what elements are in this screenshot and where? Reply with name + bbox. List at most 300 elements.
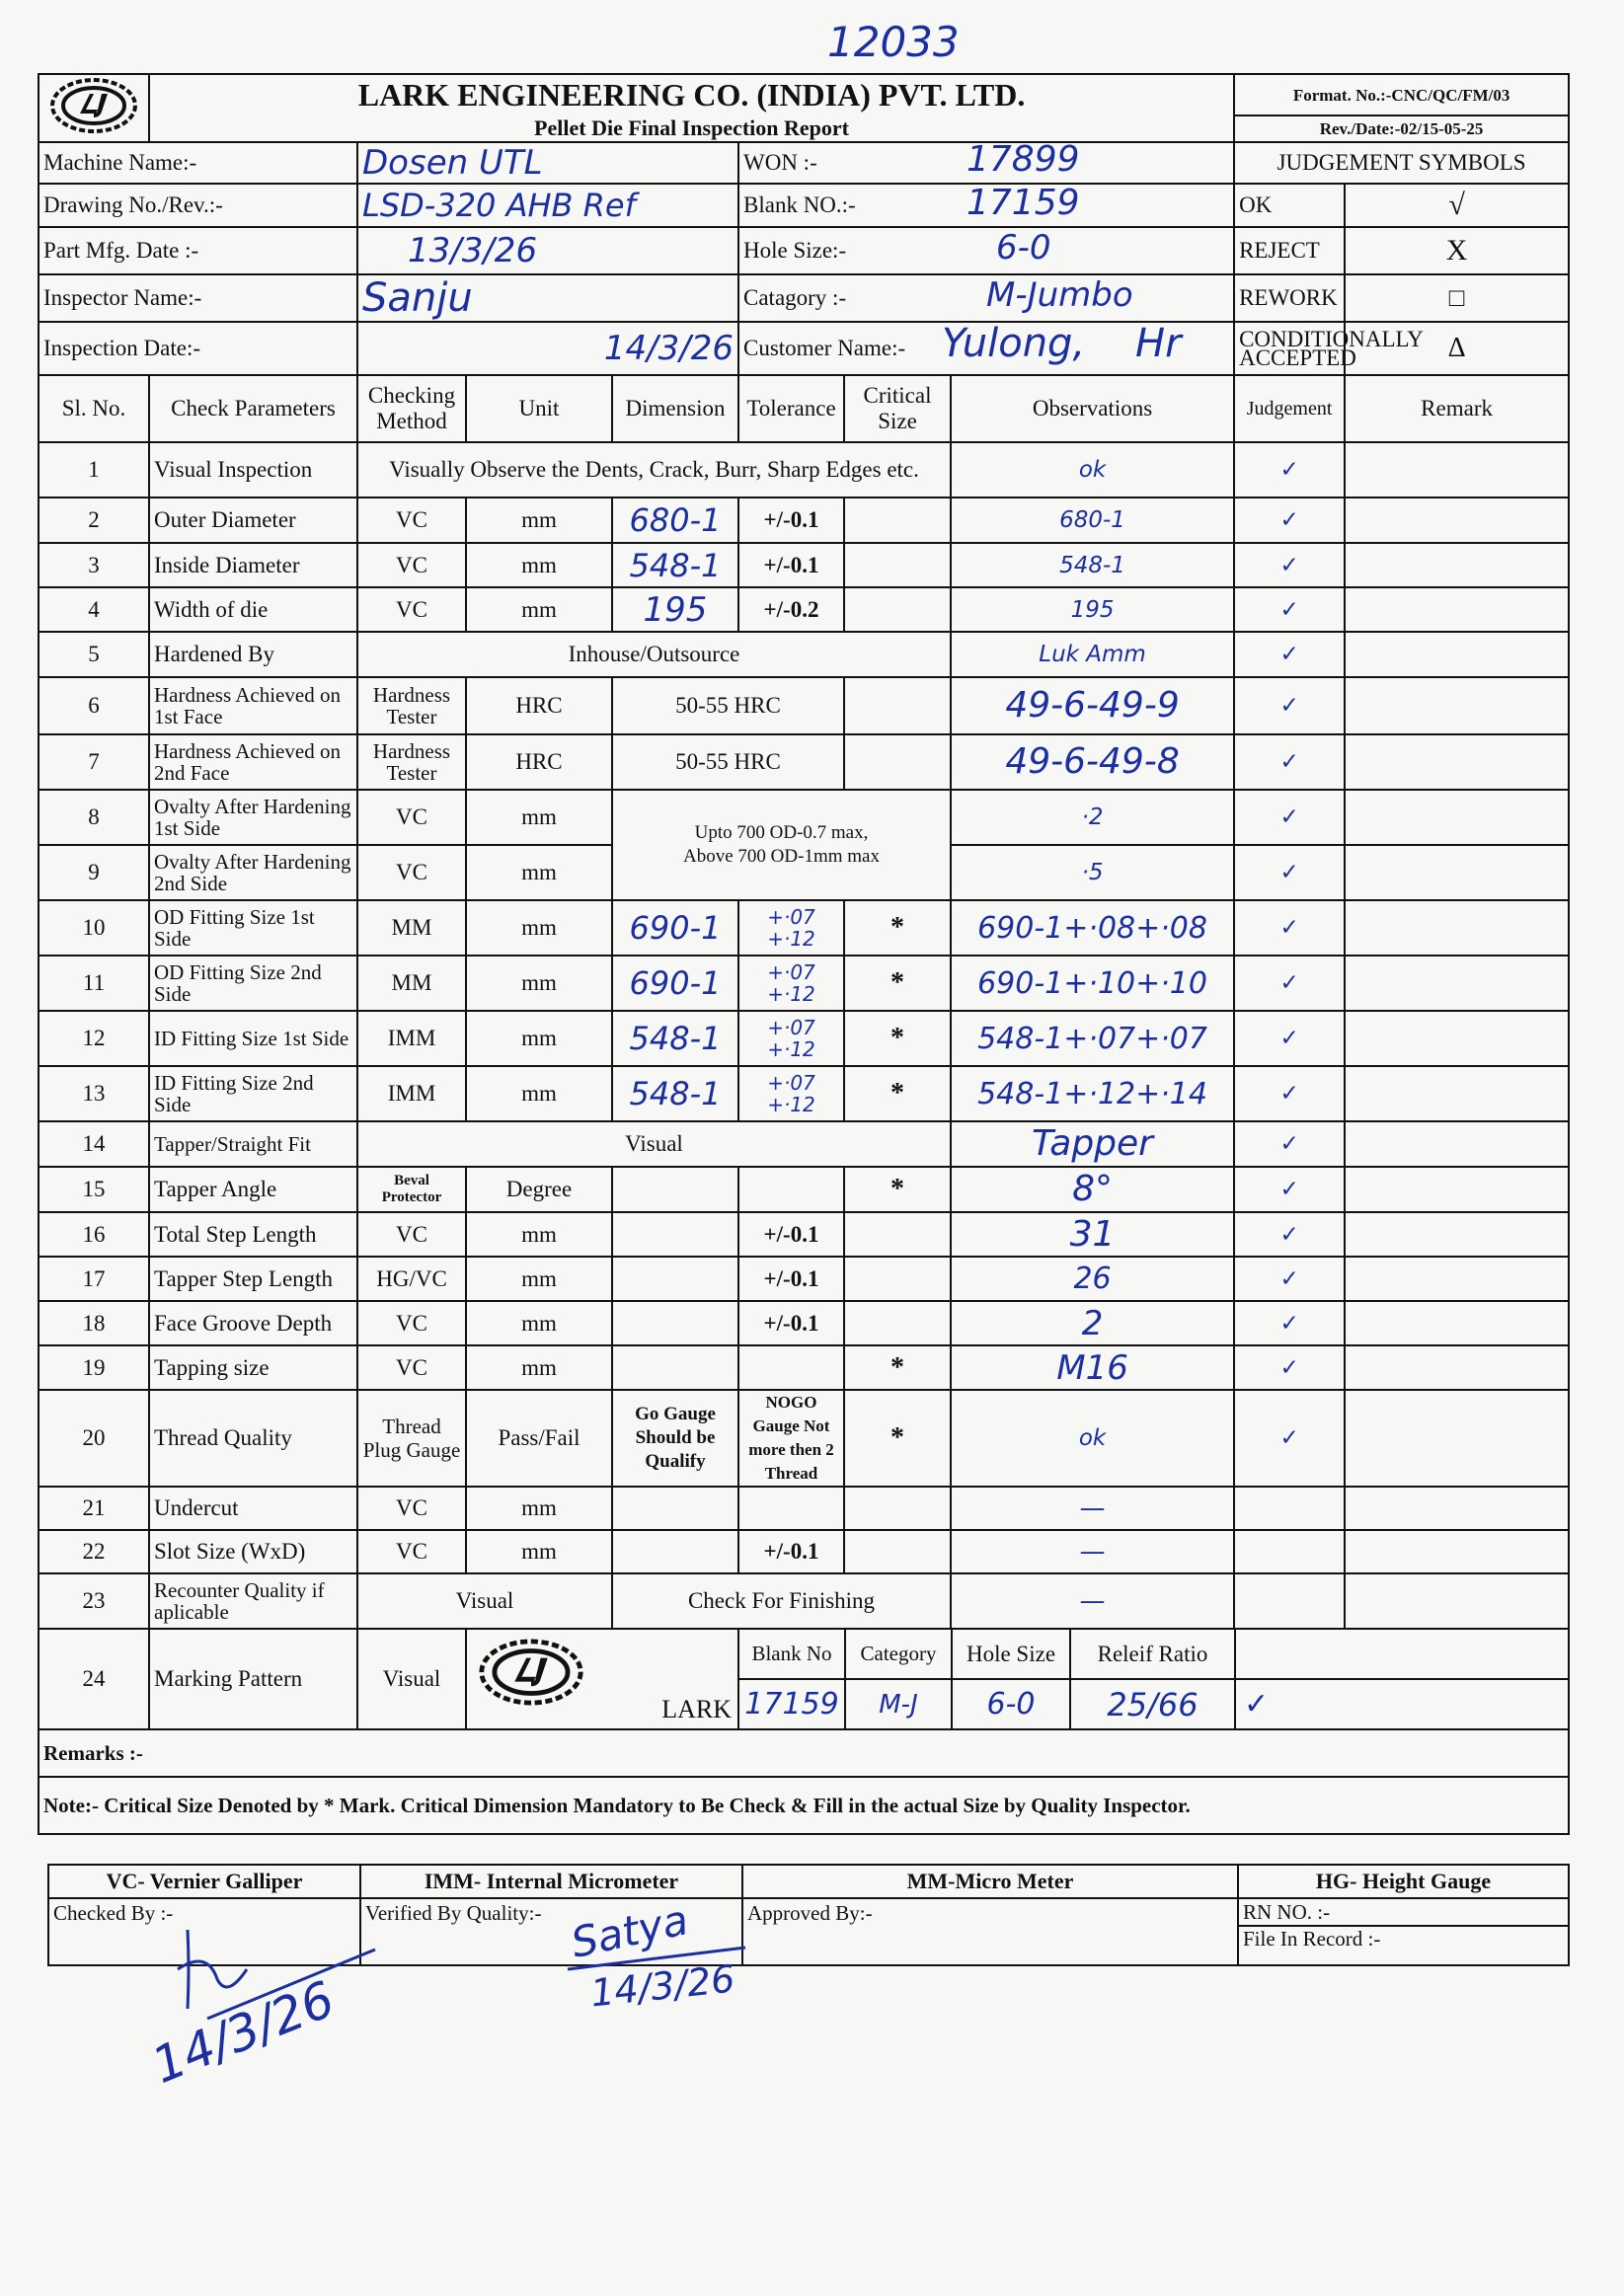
row-sl: 5	[39, 632, 149, 677]
row-observation: —	[951, 1530, 1234, 1573]
row-tolerance: +·07 +·12	[738, 1066, 844, 1121]
row-judgement: ✓	[1234, 1257, 1345, 1301]
row-critical	[844, 543, 951, 587]
checked-by-label: Checked By :-	[53, 1901, 174, 1925]
row-unit: mm	[466, 543, 612, 587]
row-sl: 16	[39, 1212, 149, 1257]
table-row	[39, 632, 1569, 677]
row-observation: 195	[951, 587, 1234, 632]
row-unit: mm	[466, 900, 612, 956]
marking-hole-header: Hole Size	[952, 1630, 1070, 1679]
row-judgement: ✓	[1234, 845, 1345, 900]
col-header-param: Check Parameters	[149, 375, 357, 442]
row-remark	[1345, 587, 1569, 632]
row-unit: HRC	[466, 734, 612, 790]
row-critical: *	[844, 1066, 951, 1121]
row-tolerance: +·07 +·12	[738, 900, 844, 956]
row-method: Thread Plug Gauge	[357, 1390, 466, 1487]
report-title: Pellet Die Final Inspection Report	[149, 115, 1234, 142]
row-span-text: Visually Observe the Dents, Crack, Burr, Sharp Edges etc.	[357, 442, 951, 497]
row-unit: mm	[466, 497, 612, 543]
row-remark	[1345, 1121, 1569, 1167]
row-method: Visual	[357, 1629, 466, 1729]
row-sl: 11	[39, 956, 149, 1011]
col-header-dimension: Dimension	[612, 375, 738, 442]
verified-signature: Satya	[567, 1895, 693, 1967]
row-remark	[1345, 845, 1569, 900]
table-row	[39, 1066, 1569, 1121]
marking-subtable	[739, 1630, 1568, 1728]
row-sl: 1	[39, 442, 149, 497]
table-row	[39, 543, 1569, 587]
legend-imm: IMM- Internal Micrometer	[360, 1865, 742, 1898]
marking-blank-header: Blank No	[739, 1630, 845, 1679]
row-observation: 690-1+·10+·10	[951, 956, 1234, 1011]
top-handwritten-number: 12033	[827, 18, 960, 66]
row-tolerance: +/-0.1	[738, 1257, 844, 1301]
row-param: Width of die	[149, 587, 357, 632]
row-unit: HRC	[466, 677, 612, 734]
row-method: VC	[357, 1345, 466, 1390]
row-param: Marking Pattern	[149, 1629, 357, 1729]
category-cell: Catagory :- M-Jumbo	[738, 274, 1234, 322]
row-unit: mm	[466, 790, 612, 845]
row-param: Inside Diameter	[149, 543, 357, 587]
hole-size-cell: Hole Size:- 6-0	[738, 227, 1234, 274]
row-dimension: 548-1	[612, 1011, 738, 1066]
table-row	[39, 1121, 1569, 1167]
row-tolerance: +/-0.1	[738, 1530, 844, 1573]
row-remark	[1345, 543, 1569, 587]
col-header-remark: Remark	[1345, 375, 1569, 442]
row-observation: 49-6-49-8	[951, 734, 1234, 790]
row-method: MM	[357, 956, 466, 1011]
row-param: Undercut	[149, 1487, 357, 1530]
hole-size-value: 6-0	[996, 228, 1051, 268]
row-critical	[844, 677, 951, 734]
row-dimension	[612, 1257, 738, 1301]
marking-hole-value: 6-0	[952, 1679, 1070, 1728]
row-sl: 12	[39, 1011, 149, 1066]
table-row	[39, 587, 1569, 632]
row-tolerance: +·07 +·12	[738, 1011, 844, 1066]
row-unit: mm	[466, 1530, 612, 1573]
marking-relief-header: Releif Ratio	[1070, 1630, 1235, 1679]
row-observation: Luk Amm	[951, 632, 1234, 677]
mfg-date-label: Part Mfg. Date :-	[39, 227, 357, 274]
row-tolerance: +/-0.1	[738, 1301, 844, 1345]
row-judgement: ✓	[1234, 1390, 1345, 1487]
marking-relief-value: 25/66	[1070, 1679, 1235, 1728]
row-method: MM	[357, 900, 466, 956]
row-observation: ok	[951, 1390, 1234, 1487]
row-param: Ovalty After Hardening 1st Side	[149, 790, 357, 845]
table-row	[39, 497, 1569, 543]
symbol-label-ok: OK	[1234, 184, 1345, 227]
row-method: HG/VC	[357, 1257, 466, 1301]
row-sl: 24	[39, 1629, 149, 1729]
row-dimension	[612, 1301, 738, 1345]
table-row	[39, 956, 1569, 1011]
verified-date: 14/3/26	[588, 1956, 737, 2016]
col-header-judgement: Judgement	[1234, 375, 1345, 442]
legend-mm: MM-Micro Meter	[742, 1865, 1238, 1898]
row-judgement: ✓	[1234, 1167, 1345, 1212]
row-judgement: ✓	[1234, 1066, 1345, 1121]
symbol-label-rework: REWORK	[1234, 274, 1345, 322]
row-observation: —	[951, 1487, 1234, 1530]
col-header-tolerance: Tolerance	[738, 375, 844, 442]
row-observation: 548-1+·07+·07	[951, 1011, 1234, 1066]
row-param: Total Step Length	[149, 1212, 357, 1257]
table-row	[39, 1530, 1569, 1573]
row-remark	[1345, 956, 1569, 1011]
mfg-date-value: 13/3/26	[357, 227, 738, 274]
row-sl: 21	[39, 1487, 149, 1530]
row-param: Thread Quality	[149, 1390, 357, 1487]
row-span-finishing: Check For Finishing	[612, 1573, 951, 1629]
row-unit: mm	[466, 956, 612, 1011]
row-unit: mm	[466, 1301, 612, 1345]
row-sl: 20	[39, 1390, 149, 1487]
row-param: Hardness Achieved on 2nd Face	[149, 734, 357, 790]
table-row	[39, 442, 1569, 497]
row-method: VC	[357, 1212, 466, 1257]
row-sl: 3	[39, 543, 149, 587]
row-observation: 8°	[951, 1167, 1234, 1212]
row-remark	[1345, 1390, 1569, 1487]
remarks-label: Remarks :-	[39, 1729, 1569, 1777]
row-remark	[1345, 1487, 1569, 1530]
marking-category-header: Category	[845, 1630, 952, 1679]
row-judgement: ✓	[1234, 442, 1345, 497]
row-judgement	[1234, 1487, 1345, 1530]
row-remark	[1345, 497, 1569, 543]
marking-logo-icon	[477, 1636, 585, 1709]
row-observation: 31	[951, 1212, 1234, 1257]
row-sl: 18	[39, 1301, 149, 1345]
checked-by-date: 14/3/26	[144, 1970, 343, 2095]
row-observation: ok	[951, 442, 1234, 497]
row-critical	[844, 734, 951, 790]
row-tolerance: NOGO Gauge Not more then 2 Thread	[738, 1390, 844, 1487]
row-dimension: 548-1	[612, 543, 738, 587]
ovalty-spec: Upto 700 OD-0.7 max, Above 700 OD-1mm max	[612, 790, 951, 900]
row-judgement: ✓	[1234, 1011, 1345, 1066]
row-critical	[844, 1257, 951, 1301]
row-unit: mm	[466, 845, 612, 900]
row-method: VC	[357, 587, 466, 632]
row-param: Outer Diameter	[149, 497, 357, 543]
row-critical: *	[844, 956, 951, 1011]
company-logo-icon	[48, 76, 139, 135]
col-header-method: Checking Method	[357, 375, 466, 442]
row-critical: *	[844, 1345, 951, 1390]
row-remark	[1345, 442, 1569, 497]
symbol-ok: √	[1345, 184, 1569, 227]
row-method: IMM	[357, 1011, 466, 1066]
row-dimension: 195	[612, 587, 738, 632]
row-remark	[1345, 734, 1569, 790]
row-method: VC	[357, 1487, 466, 1530]
row-dimension	[612, 1212, 738, 1257]
judgement-symbols-title: JUDGEMENT SYMBOLS	[1234, 142, 1569, 184]
row-judgement: ✓	[1234, 900, 1345, 956]
row-span-visual: Visual	[357, 1573, 612, 1629]
row-unit: mm	[466, 1257, 612, 1301]
row-judgement: ✓	[1234, 543, 1345, 587]
row-unit: mm	[466, 1212, 612, 1257]
table-row-marking	[39, 1629, 1569, 1729]
row-method: Hardness Tester	[357, 734, 466, 790]
row-tolerance: +/-0.1	[738, 1212, 844, 1257]
symbol-rework: □	[1345, 274, 1569, 322]
marking-spacer	[1235, 1630, 1568, 1679]
row-tolerance: +/-0.1	[738, 543, 844, 587]
row-sl: 14	[39, 1121, 149, 1167]
row-sl: 13	[39, 1066, 149, 1121]
row-param: ID Fitting Size 1st Side	[149, 1011, 357, 1066]
row-remark	[1345, 677, 1569, 734]
row-critical	[844, 587, 951, 632]
row-unit: mm	[466, 1066, 612, 1121]
customer-cell: Customer Name:- Yulong, Hr	[738, 322, 1234, 375]
row-tolerance	[738, 1487, 844, 1530]
row-observation: 548-1	[951, 543, 1234, 587]
row-tolerance: +/-0.2	[738, 587, 844, 632]
row-dimension-tolerance: 50-55 HRC	[612, 734, 844, 790]
row-judgement: ✓	[1234, 790, 1345, 845]
table-row	[39, 1167, 1569, 1212]
row-param: Face Groove Depth	[149, 1301, 357, 1345]
row-judgement	[1234, 1573, 1345, 1629]
marking-blank-value: 17159	[739, 1679, 845, 1728]
row-critical: *	[844, 1011, 951, 1066]
row-method: VC	[357, 543, 466, 587]
approved-by-label: Approved By:-	[747, 1901, 873, 1925]
company-logo-cell	[39, 74, 149, 142]
customer-value: Yulong, Hr	[942, 321, 1182, 366]
marking-category-value: M-J	[845, 1679, 952, 1728]
marking-logo-cell	[466, 1629, 738, 1729]
table-row	[39, 734, 1569, 790]
drawing-no-value: LSD-320 AHB Ref	[357, 184, 738, 227]
row-observation: 548-1+·12+·14	[951, 1066, 1234, 1121]
row-critical	[844, 497, 951, 543]
row-param: Tapper Step Length	[149, 1257, 357, 1301]
row-judgement: ✓	[1234, 587, 1345, 632]
row-param: Slot Size (WxD)	[149, 1530, 357, 1573]
drawing-no-label: Drawing No./Rev.:-	[39, 184, 357, 227]
symbol-label-conditional: CONDITIONALLY ACCEPTED	[1234, 322, 1345, 375]
row-unit: mm	[466, 1011, 612, 1066]
report-table	[38, 73, 1570, 1835]
row-dimension-tolerance: 50-55 HRC	[612, 677, 844, 734]
machine-name-label: Machine Name:-	[39, 142, 357, 184]
legend-hg: HG- Height Gauge	[1238, 1865, 1569, 1898]
table-row	[39, 1301, 1569, 1345]
table-row	[39, 900, 1569, 956]
row-param: Visual Inspection	[149, 442, 357, 497]
table-row	[39, 677, 1569, 734]
verified-by-label: Verified By Quality:-	[365, 1901, 542, 1925]
row-critical: *	[844, 900, 951, 956]
row-sl: 10	[39, 900, 149, 956]
row-observation: ·2	[951, 790, 1234, 845]
row-remark	[1345, 1066, 1569, 1121]
inspection-date-label: Inspection Date:-	[39, 322, 357, 375]
category-value: M-Jumbo	[986, 275, 1133, 315]
row-dimension	[612, 1345, 738, 1390]
symbol-conditional: Δ	[1345, 322, 1569, 375]
row-dimension: 690-1	[612, 900, 738, 956]
row-remark	[1345, 1345, 1569, 1390]
row-sl: 8	[39, 790, 149, 845]
row-observation: —	[951, 1573, 1234, 1629]
row-observation: ·5	[951, 845, 1234, 900]
company-name: LARK ENGINEERING CO. (INDIA) PVT. LTD.	[149, 74, 1234, 115]
row-remark	[1345, 1573, 1569, 1629]
marking-lark-text: LARK	[661, 1695, 732, 1723]
col-header-critical: Critical Size	[844, 375, 951, 442]
row-remark	[1345, 632, 1569, 677]
table-row	[39, 1257, 1569, 1301]
row-critical: *	[844, 1167, 951, 1212]
row-remark	[1345, 790, 1569, 845]
row-tolerance	[738, 1345, 844, 1390]
symbol-reject: X	[1345, 227, 1569, 274]
row-method: VC	[357, 497, 466, 543]
row-observation: 49-6-49-9	[951, 677, 1234, 734]
approved-by-cell	[742, 1898, 1238, 1965]
row-remark	[1345, 1212, 1569, 1257]
row-sl: 23	[39, 1573, 149, 1629]
row-observation: 2	[951, 1301, 1234, 1345]
row-dimension: Go Gauge Should be Qualify	[612, 1390, 738, 1487]
table-row	[39, 1011, 1569, 1066]
row-critical	[844, 1212, 951, 1257]
row-judgement: ✓	[1234, 497, 1345, 543]
row-dimension: 680-1	[612, 497, 738, 543]
row-unit: mm	[466, 587, 612, 632]
row-method: VC	[357, 1301, 466, 1345]
row-method: IMM	[357, 1066, 466, 1121]
row-critical	[844, 1487, 951, 1530]
revision-date: Rev./Date:-02/15-05-25	[1234, 115, 1569, 142]
row-sl: 19	[39, 1345, 149, 1390]
row-observation: 690-1+·08+·08	[951, 900, 1234, 956]
row-observation: Tapper	[951, 1121, 1234, 1167]
row-observation: 26	[951, 1257, 1234, 1301]
won-cell: WON :- 17899	[738, 142, 1234, 184]
col-header-unit: Unit	[466, 375, 612, 442]
row-dimension	[612, 1530, 738, 1573]
file-in-record: File In Record :-	[1238, 1926, 1569, 1965]
row-unit: mm	[466, 1487, 612, 1530]
row-remark	[1345, 1257, 1569, 1301]
row-unit: mm	[466, 1345, 612, 1390]
row-judgement: ✓	[1234, 734, 1345, 790]
row-critical: *	[844, 1390, 951, 1487]
col-header-sl: Sl. No.	[39, 375, 149, 442]
row-dimension: 548-1	[612, 1066, 738, 1121]
row-param: Ovalty After Hardening 2nd Side	[149, 845, 357, 900]
row-judgement: ✓	[1234, 677, 1345, 734]
marking-judgement: ✓	[1244, 1687, 1270, 1722]
row-param: Hardened By	[149, 632, 357, 677]
table-row	[39, 790, 1569, 845]
row-param: Tapping size	[149, 1345, 357, 1390]
row-sl: 22	[39, 1530, 149, 1573]
table-row	[39, 1212, 1569, 1257]
format-number: Format. No.:-CNC/QC/FM/03	[1234, 74, 1569, 115]
row-judgement: ✓	[1234, 1212, 1345, 1257]
row-method: Hardness Tester	[357, 677, 466, 734]
row-sl: 4	[39, 587, 149, 632]
row-sl: 7	[39, 734, 149, 790]
row-observation: 680-1	[951, 497, 1234, 543]
row-method: VC	[357, 845, 466, 900]
row-tolerance: +·07 +·12	[738, 956, 844, 1011]
blank-no-cell: Blank NO.:- 17159	[738, 184, 1234, 227]
row-judgement: ✓	[1234, 956, 1345, 1011]
col-header-observations: Observations	[951, 375, 1234, 442]
rn-no: RN NO. :-	[1238, 1898, 1569, 1926]
marking-details-cell	[738, 1629, 1569, 1729]
row-method: VC	[357, 790, 466, 845]
inspection-date-value: 14/3/26	[357, 322, 738, 375]
row-dimension	[612, 1487, 738, 1530]
row-dimension: 690-1	[612, 956, 738, 1011]
row-judgement: ✓	[1234, 1345, 1345, 1390]
row-sl: 6	[39, 677, 149, 734]
row-judgement: ✓	[1234, 1121, 1345, 1167]
row-method: VC	[357, 1530, 466, 1573]
row-judgement	[1234, 1530, 1345, 1573]
row-param: Recounter Quality if aplicable	[149, 1573, 357, 1629]
row-method: Beval Protector	[357, 1167, 466, 1212]
row-dimension	[612, 1167, 738, 1212]
table-row	[39, 1487, 1569, 1530]
row-span-text: Inhouse/Outsource	[357, 632, 951, 677]
row-judgement: ✓	[1234, 1301, 1345, 1345]
table-row	[39, 1573, 1569, 1629]
table-row	[39, 1345, 1569, 1390]
row-remark	[1345, 1167, 1569, 1212]
inspector-name-label: Inspector Name:-	[39, 274, 357, 322]
row-observation: M16	[951, 1345, 1234, 1390]
row-critical	[844, 1530, 951, 1573]
row-sl: 15	[39, 1167, 149, 1212]
row-param: Tapper/Straight Fit	[149, 1121, 357, 1167]
blank-no-value: 17159	[967, 183, 1080, 223]
row-tolerance: +/-0.1	[738, 497, 844, 543]
inspector-name-value: Sanju	[357, 274, 738, 322]
critical-note: Note:- Critical Size Denoted by * Mark. Critical Dimension Mandatory to Be Check & Fill in the actual Size by Quality Inspector.	[39, 1777, 1569, 1834]
row-span-text: Visual	[357, 1121, 951, 1167]
row-remark	[1345, 1011, 1569, 1066]
symbol-label-reject: REJECT	[1234, 227, 1345, 274]
row-unit: Degree	[466, 1167, 612, 1212]
row-judgement: ✓	[1234, 632, 1345, 677]
row-param: Tapper Angle	[149, 1167, 357, 1212]
row-remark	[1345, 1301, 1569, 1345]
row-remark	[1345, 900, 1569, 956]
row-unit: Pass/Fail	[466, 1390, 612, 1487]
machine-name-value: Dosen UTL	[357, 142, 738, 184]
row-param: OD Fitting Size 2nd Side	[149, 956, 357, 1011]
row-sl: 2	[39, 497, 149, 543]
